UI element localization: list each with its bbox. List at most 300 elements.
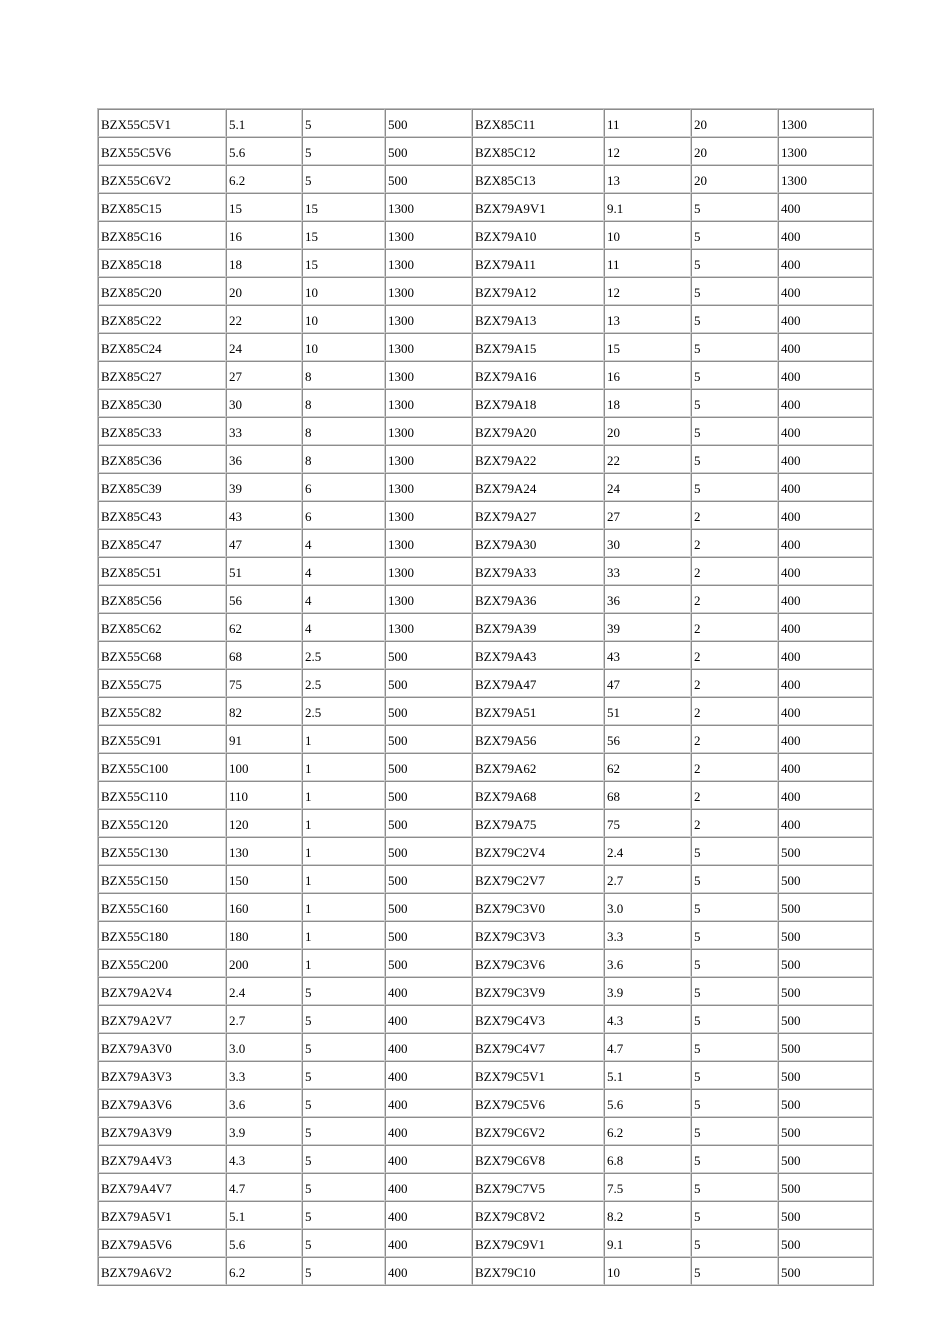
zener-voltage-cell: 15	[604, 333, 691, 361]
power-cell: 400	[778, 641, 873, 669]
test-current-cell: 2	[691, 753, 778, 781]
part-number-cell: BZX85C33	[98, 417, 226, 445]
power-cell: 500	[385, 109, 472, 137]
part-number-cell: BZX79A11	[472, 249, 604, 277]
part-number-cell: BZX79A3V3	[98, 1061, 226, 1089]
zener-voltage-cell: 56	[604, 725, 691, 753]
power-cell: 500	[385, 137, 472, 165]
part-number-cell: BZX79A22	[472, 445, 604, 473]
zener-voltage-cell: 16	[226, 221, 302, 249]
test-current-cell: 20	[691, 165, 778, 193]
part-number-cell: BZX79A36	[472, 585, 604, 613]
table-row	[98, 1201, 873, 1229]
power-cell: 400	[778, 725, 873, 753]
zener-voltage-cell: 2.4	[604, 837, 691, 865]
power-cell: 400	[778, 221, 873, 249]
table-row	[98, 921, 873, 949]
zener-voltage-cell: 36	[226, 445, 302, 473]
part-number-cell: BZX79A47	[472, 669, 604, 697]
power-cell: 500	[778, 1061, 873, 1089]
zener-voltage-cell: 16	[604, 361, 691, 389]
zener-voltage-cell: 3.6	[604, 949, 691, 977]
zener-voltage-cell: 20	[226, 277, 302, 305]
part-number-cell: BZX85C56	[98, 585, 226, 613]
part-number-cell: BZX79C3V9	[472, 977, 604, 1005]
test-current-cell: 1	[302, 837, 385, 865]
zener-voltage-cell: 4.7	[604, 1033, 691, 1061]
table-row	[98, 613, 873, 641]
test-current-cell: 5	[302, 1033, 385, 1061]
zener-voltage-cell: 30	[604, 529, 691, 557]
table-row	[98, 137, 873, 165]
table-body	[98, 109, 873, 1285]
power-cell: 400	[778, 305, 873, 333]
test-current-cell: 2	[691, 725, 778, 753]
part-number-cell: BZX79A62	[472, 753, 604, 781]
part-number-cell: BZX85C12	[472, 137, 604, 165]
zener-voltage-cell: 30	[226, 389, 302, 417]
zener-voltage-cell: 3.0	[226, 1033, 302, 1061]
zener-voltage-cell: 5.6	[604, 1089, 691, 1117]
table-row	[98, 1005, 873, 1033]
zener-voltage-cell: 7.5	[604, 1173, 691, 1201]
part-number-cell: BZX85C30	[98, 389, 226, 417]
test-current-cell: 15	[302, 193, 385, 221]
part-number-cell: BZX79A6V2	[98, 1257, 226, 1285]
power-cell: 1300	[385, 249, 472, 277]
table-row	[98, 1173, 873, 1201]
table-row	[98, 669, 873, 697]
part-number-cell: BZX79C3V0	[472, 893, 604, 921]
test-current-cell: 5	[691, 865, 778, 893]
zener-voltage-cell: 3.0	[604, 893, 691, 921]
part-number-cell: BZX85C16	[98, 221, 226, 249]
test-current-cell: 1	[302, 949, 385, 977]
power-cell: 1300	[778, 109, 873, 137]
power-cell: 500	[385, 669, 472, 697]
power-cell: 1300	[778, 137, 873, 165]
power-cell: 1300	[385, 277, 472, 305]
power-cell: 1300	[385, 501, 472, 529]
part-number-cell: BZX79A15	[472, 333, 604, 361]
zener-voltage-cell: 12	[604, 277, 691, 305]
zener-voltage-cell: 5.1	[226, 1201, 302, 1229]
power-cell: 500	[778, 921, 873, 949]
part-number-cell: BZX79A13	[472, 305, 604, 333]
zener-voltage-cell: 56	[226, 585, 302, 613]
zener-voltage-cell: 2.7	[226, 1005, 302, 1033]
part-number-cell: BZX79A68	[472, 781, 604, 809]
zener-voltage-cell: 180	[226, 921, 302, 949]
test-current-cell: 2	[691, 669, 778, 697]
power-cell: 500	[385, 809, 472, 837]
table-row	[98, 977, 873, 1005]
zener-voltage-cell: 15	[226, 193, 302, 221]
part-number-cell: BZX79A3V6	[98, 1089, 226, 1117]
part-number-cell: BZX79A3V9	[98, 1117, 226, 1145]
zener-voltage-cell: 4.7	[226, 1173, 302, 1201]
test-current-cell: 5	[302, 1145, 385, 1173]
zener-voltage-cell: 27	[604, 501, 691, 529]
zener-voltage-cell: 51	[226, 557, 302, 585]
zener-voltage-cell: 3.9	[604, 977, 691, 1005]
part-number-cell: BZX79A16	[472, 361, 604, 389]
part-number-cell: BZX79C3V3	[472, 921, 604, 949]
test-current-cell: 5	[691, 389, 778, 417]
test-current-cell: 5	[302, 1173, 385, 1201]
power-cell: 400	[778, 585, 873, 613]
zener-voltage-cell: 100	[226, 753, 302, 781]
power-cell: 500	[385, 725, 472, 753]
part-number-cell: BZX79A27	[472, 501, 604, 529]
test-current-cell: 1	[302, 781, 385, 809]
power-cell: 500	[778, 949, 873, 977]
test-current-cell: 5	[691, 1061, 778, 1089]
test-current-cell: 6	[302, 473, 385, 501]
test-current-cell: 5	[691, 249, 778, 277]
part-number-cell: BZX85C43	[98, 501, 226, 529]
test-current-cell: 2	[691, 613, 778, 641]
zener-voltage-cell: 8.2	[604, 1201, 691, 1229]
test-current-cell: 5	[691, 1229, 778, 1257]
power-cell: 1300	[385, 445, 472, 473]
part-number-cell: BZX55C91	[98, 725, 226, 753]
part-number-cell: BZX79A39	[472, 613, 604, 641]
test-current-cell: 5	[691, 1089, 778, 1117]
power-cell: 500	[778, 977, 873, 1005]
part-number-cell: BZX79A43	[472, 641, 604, 669]
test-current-cell: 5	[302, 1005, 385, 1033]
test-current-cell: 5	[691, 221, 778, 249]
zener-voltage-cell: 10	[604, 221, 691, 249]
test-current-cell: 5	[691, 473, 778, 501]
test-current-cell: 5	[691, 893, 778, 921]
zener-voltage-cell: 4.3	[604, 1005, 691, 1033]
zener-voltage-cell: 62	[226, 613, 302, 641]
part-number-cell: BZX85C36	[98, 445, 226, 473]
test-current-cell: 5	[691, 921, 778, 949]
power-cell: 500	[385, 781, 472, 809]
power-cell: 1300	[385, 585, 472, 613]
power-cell: 500	[778, 893, 873, 921]
test-current-cell: 5	[302, 1257, 385, 1285]
test-current-cell: 6	[302, 501, 385, 529]
power-cell: 500	[778, 1145, 873, 1173]
test-current-cell: 1	[302, 921, 385, 949]
power-cell: 1300	[385, 557, 472, 585]
part-number-cell: BZX79A24	[472, 473, 604, 501]
test-current-cell: 5	[302, 1117, 385, 1145]
table-row	[98, 1061, 873, 1089]
test-current-cell: 5	[302, 977, 385, 1005]
part-number-cell: BZX79A5V1	[98, 1201, 226, 1229]
part-number-cell: BZX79A2V7	[98, 1005, 226, 1033]
part-number-cell: BZX79A33	[472, 557, 604, 585]
part-number-cell: BZX55C68	[98, 641, 226, 669]
power-cell: 500	[778, 1201, 873, 1229]
zener-voltage-cell: 5.6	[226, 137, 302, 165]
part-number-cell: BZX55C100	[98, 753, 226, 781]
part-number-cell: BZX79C6V2	[472, 1117, 604, 1145]
power-cell: 1300	[385, 361, 472, 389]
power-cell: 500	[778, 1117, 873, 1145]
table-row	[98, 249, 873, 277]
table-row	[98, 865, 873, 893]
zener-voltage-cell: 3.9	[226, 1117, 302, 1145]
table-row	[98, 1117, 873, 1145]
zener-voltage-cell: 13	[604, 305, 691, 333]
zener-voltage-cell: 3.3	[226, 1061, 302, 1089]
part-number-cell: BZX79C8V2	[472, 1201, 604, 1229]
part-number-cell: BZX85C47	[98, 529, 226, 557]
table-row	[98, 417, 873, 445]
test-current-cell: 5	[691, 1201, 778, 1229]
power-cell: 400	[778, 333, 873, 361]
power-cell: 1300	[385, 529, 472, 557]
test-current-cell: 1	[302, 893, 385, 921]
test-current-cell: 1	[302, 865, 385, 893]
part-number-cell: BZX79C4V7	[472, 1033, 604, 1061]
power-cell: 400	[778, 361, 873, 389]
zener-voltage-cell: 150	[226, 865, 302, 893]
zener-voltage-cell: 51	[604, 697, 691, 725]
test-current-cell: 5	[691, 977, 778, 1005]
power-cell: 500	[778, 1005, 873, 1033]
power-cell: 400	[778, 753, 873, 781]
table-row	[98, 809, 873, 837]
test-current-cell: 8	[302, 361, 385, 389]
part-number-cell: BZX55C180	[98, 921, 226, 949]
part-number-cell: BZX85C62	[98, 613, 226, 641]
zener-voltage-cell: 9.1	[604, 193, 691, 221]
part-number-cell: BZX79C2V4	[472, 837, 604, 865]
part-number-cell: BZX85C11	[472, 109, 604, 137]
power-cell: 500	[385, 893, 472, 921]
power-cell: 500	[385, 641, 472, 669]
part-number-cell: BZX79C10	[472, 1257, 604, 1285]
table-row	[98, 585, 873, 613]
zener-voltage-cell: 2.7	[604, 865, 691, 893]
table-row	[98, 1145, 873, 1173]
table-row	[98, 697, 873, 725]
test-current-cell: 5	[691, 1173, 778, 1201]
power-cell: 400	[778, 445, 873, 473]
part-number-cell: BZX55C6V2	[98, 165, 226, 193]
test-current-cell: 1	[302, 753, 385, 781]
zener-voltage-cell: 5.1	[226, 109, 302, 137]
power-cell: 500	[385, 921, 472, 949]
table-row	[98, 193, 873, 221]
zener-voltage-cell: 6.8	[604, 1145, 691, 1173]
power-cell: 500	[385, 949, 472, 977]
test-current-cell: 5	[302, 1089, 385, 1117]
part-number-cell: BZX85C15	[98, 193, 226, 221]
power-cell: 400	[385, 1033, 472, 1061]
zener-voltage-cell: 22	[604, 445, 691, 473]
table-row	[98, 165, 873, 193]
zener-voltage-cell: 75	[604, 809, 691, 837]
power-cell: 1300	[385, 305, 472, 333]
table-row	[98, 781, 873, 809]
test-current-cell: 2.5	[302, 669, 385, 697]
table-row	[98, 837, 873, 865]
zener-voltage-cell: 110	[226, 781, 302, 809]
zener-voltage-cell: 43	[604, 641, 691, 669]
power-cell: 500	[778, 865, 873, 893]
test-current-cell: 20	[691, 137, 778, 165]
zener-voltage-cell: 24	[226, 333, 302, 361]
part-number-cell: BZX79A4V7	[98, 1173, 226, 1201]
zener-voltage-cell: 18	[604, 389, 691, 417]
part-number-cell: BZX85C51	[98, 557, 226, 585]
test-current-cell: 5	[302, 165, 385, 193]
power-cell: 400	[385, 1201, 472, 1229]
zener-voltage-cell: 20	[604, 417, 691, 445]
test-current-cell: 5	[691, 193, 778, 221]
power-cell: 1300	[385, 333, 472, 361]
zener-voltage-cell: 2.4	[226, 977, 302, 1005]
zener-voltage-cell: 75	[226, 669, 302, 697]
table-row	[98, 333, 873, 361]
table-row	[98, 305, 873, 333]
table-row	[98, 725, 873, 753]
table-row	[98, 361, 873, 389]
power-cell: 400	[385, 977, 472, 1005]
zener-voltage-cell: 82	[226, 697, 302, 725]
zener-voltage-cell: 18	[226, 249, 302, 277]
test-current-cell: 1	[302, 809, 385, 837]
part-number-cell: BZX85C20	[98, 277, 226, 305]
test-current-cell: 5	[302, 137, 385, 165]
table-row	[98, 1033, 873, 1061]
power-cell: 400	[778, 557, 873, 585]
power-cell: 400	[385, 1061, 472, 1089]
zener-voltage-cell: 5.1	[604, 1061, 691, 1089]
zener-voltage-cell: 6.2	[226, 165, 302, 193]
zener-voltage-cell: 24	[604, 473, 691, 501]
power-cell: 400	[778, 501, 873, 529]
table-row	[98, 445, 873, 473]
test-current-cell: 1	[302, 725, 385, 753]
zener-voltage-cell: 11	[604, 109, 691, 137]
power-cell: 400	[778, 193, 873, 221]
power-cell: 400	[385, 1089, 472, 1117]
zener-voltage-cell: 39	[226, 473, 302, 501]
power-cell: 400	[385, 1117, 472, 1145]
part-number-cell: BZX85C18	[98, 249, 226, 277]
part-number-cell: BZX55C200	[98, 949, 226, 977]
zener-voltage-cell: 68	[226, 641, 302, 669]
test-current-cell: 2	[691, 529, 778, 557]
table-row	[98, 109, 873, 137]
power-cell: 500	[385, 837, 472, 865]
part-number-cell: BZX79C4V3	[472, 1005, 604, 1033]
power-cell: 400	[385, 1257, 472, 1285]
power-cell: 500	[778, 837, 873, 865]
power-cell: 1300	[385, 473, 472, 501]
part-number-cell: BZX79A18	[472, 389, 604, 417]
test-current-cell: 5	[691, 361, 778, 389]
power-cell: 400	[385, 1145, 472, 1173]
test-current-cell: 5	[691, 949, 778, 977]
zener-voltage-cell: 62	[604, 753, 691, 781]
zener-voltage-cell: 130	[226, 837, 302, 865]
test-current-cell: 15	[302, 249, 385, 277]
part-number-cell: BZX79A3V0	[98, 1033, 226, 1061]
part-number-cell: BZX85C22	[98, 305, 226, 333]
power-cell: 400	[778, 529, 873, 557]
part-number-cell: BZX79C5V6	[472, 1089, 604, 1117]
part-number-cell: BZX79C6V8	[472, 1145, 604, 1173]
test-current-cell: 5	[691, 333, 778, 361]
zener-voltage-cell: 5.6	[226, 1229, 302, 1257]
part-number-cell: BZX55C120	[98, 809, 226, 837]
part-number-cell: BZX85C27	[98, 361, 226, 389]
part-number-cell: BZX79A30	[472, 529, 604, 557]
test-current-cell: 15	[302, 221, 385, 249]
power-cell: 400	[778, 809, 873, 837]
zener-voltage-cell: 12	[604, 137, 691, 165]
test-current-cell: 5	[302, 1061, 385, 1089]
table-row	[98, 949, 873, 977]
zener-voltage-cell: 13	[604, 165, 691, 193]
part-number-cell: BZX85C24	[98, 333, 226, 361]
test-current-cell: 4	[302, 557, 385, 585]
part-number-cell: BZX79A75	[472, 809, 604, 837]
zener-voltage-cell: 47	[604, 669, 691, 697]
part-number-cell: BZX79C3V6	[472, 949, 604, 977]
power-cell: 500	[778, 1173, 873, 1201]
zener-voltage-cell: 43	[226, 501, 302, 529]
zener-voltage-cell: 120	[226, 809, 302, 837]
test-current-cell: 2	[691, 809, 778, 837]
power-cell: 1300	[385, 193, 472, 221]
test-current-cell: 4	[302, 585, 385, 613]
table-row	[98, 1089, 873, 1117]
test-current-cell: 8	[302, 389, 385, 417]
power-cell: 500	[778, 1033, 873, 1061]
part-number-cell: BZX55C5V6	[98, 137, 226, 165]
power-cell: 400	[385, 1005, 472, 1033]
test-current-cell: 4	[302, 529, 385, 557]
zener-voltage-cell: 200	[226, 949, 302, 977]
test-current-cell: 5	[691, 1257, 778, 1285]
part-number-cell: BZX55C110	[98, 781, 226, 809]
test-current-cell: 5	[691, 445, 778, 473]
power-cell: 1300	[778, 165, 873, 193]
test-current-cell: 5	[691, 305, 778, 333]
test-current-cell: 10	[302, 333, 385, 361]
test-current-cell: 2.5	[302, 641, 385, 669]
test-current-cell: 5	[302, 1201, 385, 1229]
power-cell: 400	[778, 473, 873, 501]
test-current-cell: 10	[302, 305, 385, 333]
zener-voltage-cell: 39	[604, 613, 691, 641]
table-row	[98, 1229, 873, 1257]
part-number-cell: BZX79A51	[472, 697, 604, 725]
test-current-cell: 2	[691, 585, 778, 613]
test-current-cell: 8	[302, 445, 385, 473]
test-current-cell: 2	[691, 697, 778, 725]
zener-voltage-cell: 33	[226, 417, 302, 445]
power-cell: 500	[385, 865, 472, 893]
test-current-cell: 2	[691, 641, 778, 669]
power-cell: 400	[778, 613, 873, 641]
test-current-cell: 2.5	[302, 697, 385, 725]
test-current-cell: 2	[691, 557, 778, 585]
zener-voltage-cell: 11	[604, 249, 691, 277]
test-current-cell: 10	[302, 277, 385, 305]
